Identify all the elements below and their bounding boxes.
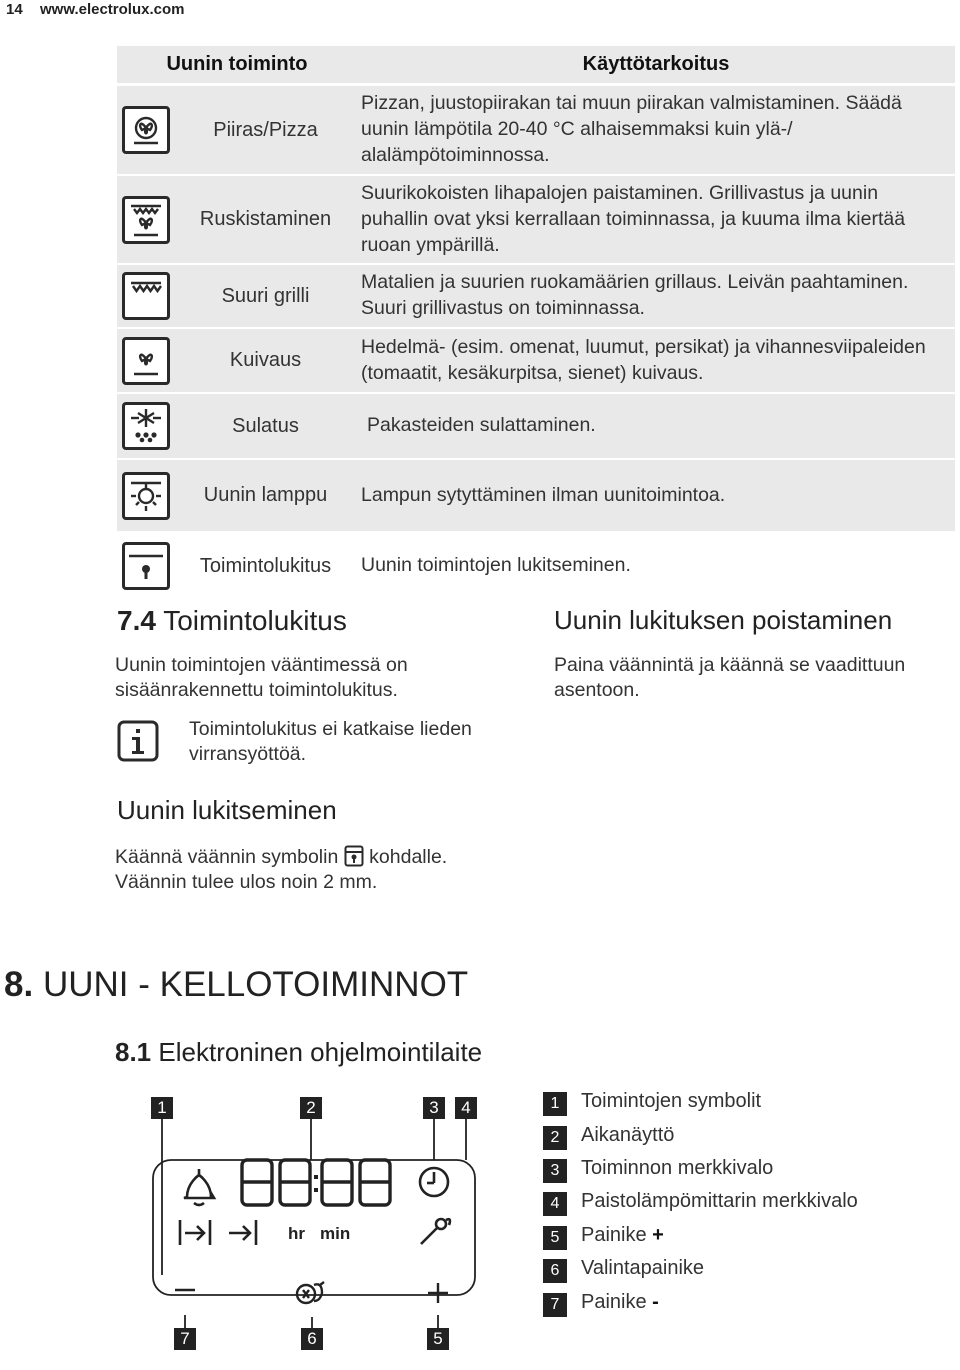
- callout-5: 5: [427, 1328, 449, 1350]
- function-description: Uunin toimintojen lukitseminen.: [361, 554, 631, 576]
- legend-text: Toimintojen symbolit: [581, 1089, 762, 1112]
- callout-2: 2: [300, 1097, 322, 1119]
- table-row: [117, 531, 955, 599]
- locking-text-3: Väännin tulee ulos noin 2 mm.: [115, 871, 378, 893]
- section-title: UUNI - KELLOTOIMINNOT: [42, 965, 469, 1004]
- lamp-icon: [122, 472, 170, 520]
- section-8-1-heading: [115, 1037, 482, 1068]
- legend-label: Painike: [581, 1290, 647, 1313]
- diagram-drawing: [117, 1085, 497, 1365]
- legend-number: 7: [543, 1293, 567, 1317]
- programmer-diagram: [117, 1085, 497, 1365]
- section-number: 7.4: [117, 605, 156, 636]
- selection-icon: [297, 1282, 324, 1303]
- legend-number: 2: [543, 1126, 567, 1150]
- legend-item: [543, 1122, 674, 1148]
- section-8-heading: [4, 965, 468, 1005]
- table-header: [117, 46, 955, 84]
- locking-heading: Uunin lukitseminen: [117, 795, 337, 825]
- info-icon: [117, 720, 159, 762]
- function-name: Piiras/Pizza: [213, 118, 318, 141]
- locking-instructions: [115, 845, 555, 895]
- pizza-fan-icon: [122, 106, 170, 154]
- function-name: Ruskistaminen: [199, 208, 332, 230]
- function-name: Uunin lamppu: [203, 484, 328, 506]
- legend-text: [581, 1224, 664, 1247]
- legend-number: 1: [543, 1092, 567, 1116]
- callout-7: 7: [174, 1328, 196, 1350]
- function-description: Lampun sytyttäminen ilman uunitoimintoa.: [361, 483, 726, 506]
- legend-number: 3: [543, 1159, 567, 1183]
- duration-icon: [180, 1220, 210, 1245]
- defrost-icon: [122, 402, 170, 450]
- legend-symbol: +: [652, 1223, 664, 1246]
- unlocking-heading: Uunin lukituksen poistaminen: [554, 605, 893, 635]
- legend-item: [543, 1255, 704, 1281]
- section-number: 8.: [4, 965, 34, 1004]
- legend-item: [543, 1222, 664, 1248]
- unlocking-text: Paina väännintä ja käännä se vaadittuun asentoon.: [554, 654, 906, 701]
- function-description: Suurikokoisten lihapalojen paistaminen. Grillivastus ja uunin puhallin ovat yksi kerrallaan toiminnassa, ja kuuma ilma kiertää ruoan ympärillä.: [361, 181, 906, 256]
- callout-6: 6: [301, 1328, 323, 1350]
- note-text: Toimintolukitus ei katkaise lieden virransyöttöä.: [189, 718, 472, 765]
- function-name: Kuivaus: [229, 349, 302, 371]
- legend-text: [581, 1291, 659, 1314]
- plus-button: [428, 1283, 448, 1303]
- locking-text-1: Käännä väännin symbolin: [115, 846, 339, 868]
- column-header-usage: Käyttötarkoitus: [582, 53, 730, 75]
- full-grill-icon: [122, 272, 170, 320]
- oven-functions-table: [117, 46, 955, 599]
- callout-4: 4: [455, 1097, 477, 1119]
- function-name: Suuri grilli: [221, 284, 310, 307]
- function-description: Pakasteiden sulattaminen.: [367, 414, 596, 436]
- lock-icon: [122, 542, 170, 590]
- locking-text-2: kohdalle.: [369, 846, 448, 868]
- table-row: [117, 392, 955, 458]
- section-7-4-intro: Uunin toimintojen vääntimessä on sisäänrakennettu toimintolukitus.: [115, 654, 408, 701]
- callout-1: 1: [151, 1097, 173, 1119]
- end-time-icon: [229, 1220, 256, 1245]
- table-row: [117, 263, 955, 327]
- legend-text: Valintapainike: [581, 1256, 705, 1279]
- section-number: 8.1: [115, 1037, 152, 1067]
- section-title: Toimintolukitus: [163, 605, 347, 636]
- function-description: Pizzan, juustopiirakan tai muun piirakan valmistaminen. Säädä uunin lämpötila 20-40 °C alhaisemmaksi kuin ylä-/ alalämpötoiminnossa.: [361, 92, 902, 166]
- legend-number: 6: [543, 1259, 567, 1283]
- bell-icon: [184, 1169, 214, 1205]
- legend-number: 5: [543, 1226, 567, 1250]
- page-number: 14: [6, 1, 23, 18]
- function-description: Matalien ja suurien ruokamäärien grillaus. Leivän paahtaminen. Suuri grillivastus on toiminnassa.: [361, 271, 909, 319]
- function-name: Sulatus: [232, 414, 299, 437]
- table-row: [117, 84, 955, 174]
- legend-label: Painike: [581, 1223, 647, 1246]
- section-title: Elektroninen ohjelmointilaite: [158, 1037, 483, 1067]
- legend-item: [543, 1289, 659, 1315]
- legend-number: 4: [543, 1192, 567, 1216]
- legend-item: [543, 1188, 858, 1214]
- legend-text: Aikanäyttö: [581, 1123, 675, 1146]
- table-row: [117, 458, 955, 531]
- legend-text: Paistolämpömittarin merkkivalo: [581, 1189, 858, 1212]
- legend-item: [543, 1088, 761, 1114]
- table-row: [117, 174, 955, 263]
- lock-symbol-icon: [344, 845, 364, 867]
- hr-label: hr: [288, 1224, 305, 1243]
- function-description: Hedelmä- (esim. omenat, luumut, persikat) ja vihannesviipaleiden (tomaatit, kesäkurpitsa, sienet) kuivaus.: [361, 335, 926, 384]
- section-7-4-heading: [117, 605, 347, 637]
- meat-probe-icon: [421, 1219, 450, 1244]
- grill-fan-icon: [122, 196, 170, 244]
- header-url[interactable]: www.electrolux.com: [40, 1, 185, 18]
- drying-icon: [122, 337, 170, 385]
- legend-item: [543, 1155, 773, 1181]
- table-row: [117, 327, 955, 392]
- legend-symbol: -: [652, 1290, 659, 1313]
- min-label: min: [320, 1224, 351, 1243]
- function-name: Toimintolukitus: [199, 554, 332, 577]
- callout-3: 3: [423, 1097, 445, 1119]
- clock-icon: [420, 1168, 448, 1196]
- legend-text: Toiminnon merkkivalo: [581, 1156, 774, 1179]
- column-header-function: Uunin toiminto: [166, 53, 308, 75]
